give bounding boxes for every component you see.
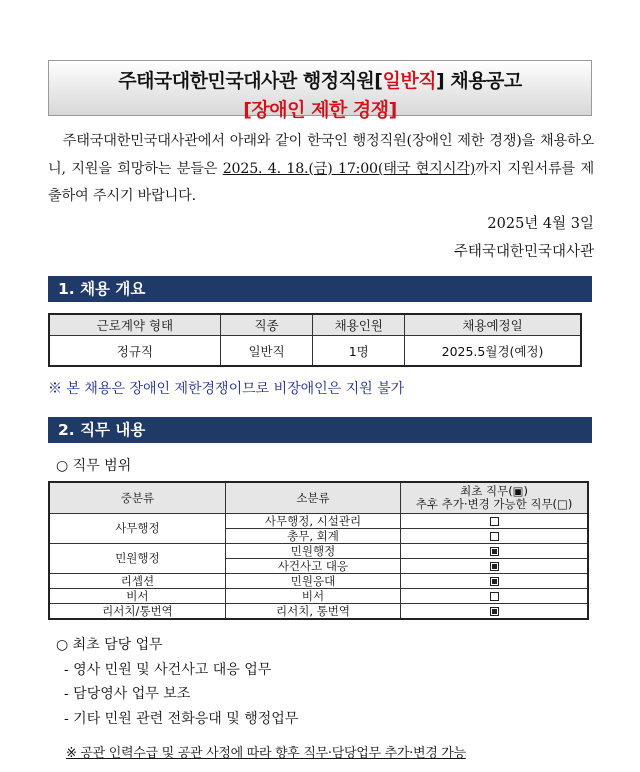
duty-checkbox-cell [401, 589, 588, 604]
section-heading-2: 2. 직무 내용 [48, 417, 592, 443]
minor-category: 사건사고 대응 [225, 559, 400, 574]
announcement-date: 2025년 4월 3일 [487, 216, 594, 232]
section-heading-1: 1. 채용 개요 [48, 276, 592, 302]
table-row [49, 589, 588, 604]
minor-category: 비서 [225, 589, 400, 604]
duty-checkbox-cell [401, 544, 588, 559]
organization-name: 주태국대한민국대사관 [453, 244, 594, 260]
major-category: 민원행정 [49, 544, 225, 574]
table-header-row [49, 314, 581, 336]
table-header-row [49, 482, 588, 514]
duty-checkbox-cell [401, 529, 588, 544]
duty-item: - 담당영사 업무 보조 [64, 686, 191, 702]
header-headcount: 채용인원 [313, 314, 405, 336]
duty-checkbox [490, 607, 499, 616]
header-job-type: 직종 [220, 314, 313, 336]
major-category: 비서 [49, 589, 225, 604]
duty-item: - 기타 민원 관련 전화응대 및 행정업무 [64, 711, 299, 727]
intro-paragraph: 주태국대한민국대사관에서 아래와 같이 한국인 행정직원(장애인 제한 경쟁)을 채용하오니, 지원을 희망하는 분들은 2025. 4. 18.(금) 17:00(태국 현지시각)까지 지원서류를 제출하여 주시기 바랍니다. [48, 133, 595, 204]
duty-checkbox [490, 532, 499, 541]
minor-category: 사무행정, 시설관리 [225, 514, 400, 529]
minor-category: 민원행정 [225, 544, 400, 559]
duty-checkbox [490, 547, 499, 556]
major-category: 리서치/통번역 [49, 604, 225, 620]
duty-checkbox-cell [401, 574, 588, 589]
table-row [49, 544, 588, 559]
page-subtitle: [장애인 제한 경쟁] [243, 99, 397, 121]
table-row [49, 514, 588, 529]
header-duty-status: 최초 직무(▣) 추후 추가·변경 가능한 직무(□) [401, 482, 588, 514]
major-category: 사무행정 [49, 514, 225, 544]
deadline-text: 2025. 4. 18.(금) 17:00(태국 현지시각) [222, 160, 476, 177]
duty-checkbox [490, 592, 499, 601]
header-major-category: 중분류 [49, 482, 225, 514]
value-start-date: 2025.5월경(예정) [405, 336, 581, 367]
duty-item: - 영사 민원 및 사건사고 대응 업무 [64, 662, 272, 678]
duty-checkbox [490, 517, 499, 526]
duty-checkbox [490, 562, 499, 571]
value-job-type: 일반직 [220, 336, 313, 367]
job-scope-table [48, 481, 589, 620]
page-title: 주태국대한민국대사관 행정직원[일반직] 채용공고 [118, 70, 522, 92]
value-contract-type: 정규직 [49, 336, 220, 367]
duty-checkbox-cell [401, 559, 588, 574]
duty-checkbox-cell [401, 514, 588, 529]
table-row [49, 604, 588, 620]
table-row [49, 336, 581, 367]
duty-checkbox [490, 577, 499, 586]
recruitment-overview-table [48, 313, 582, 367]
table-row [49, 574, 588, 589]
minor-category: 리서치, 통번역 [225, 604, 400, 620]
job-scope-label: ○ 직무 범위 [56, 458, 132, 474]
value-headcount: 1명 [313, 336, 405, 367]
header-minor-category: 소분류 [225, 482, 400, 514]
change-notice: ※ 공관 인력수급 및 공관 사정에 따라 향후 직무·담당업무 추가·변경 가능 [66, 746, 466, 761]
header-start-date: 채용예정일 [405, 314, 581, 336]
eligibility-note: ※ 본 채용은 장애인 제한경쟁이므로 비장애인은 지원 불가 [48, 381, 405, 397]
title-highlight: 일반직 [382, 70, 437, 92]
header-contract-type: 근로계약 형태 [49, 314, 220, 336]
major-category: 리셉션 [49, 574, 225, 589]
minor-category: 총무, 회계 [225, 529, 400, 544]
title-box [48, 60, 592, 121]
initial-duties-label: ○ 최초 담당 업무 [56, 637, 163, 653]
duty-checkbox-cell [401, 604, 588, 620]
minor-category: 민원응대 [225, 574, 400, 589]
